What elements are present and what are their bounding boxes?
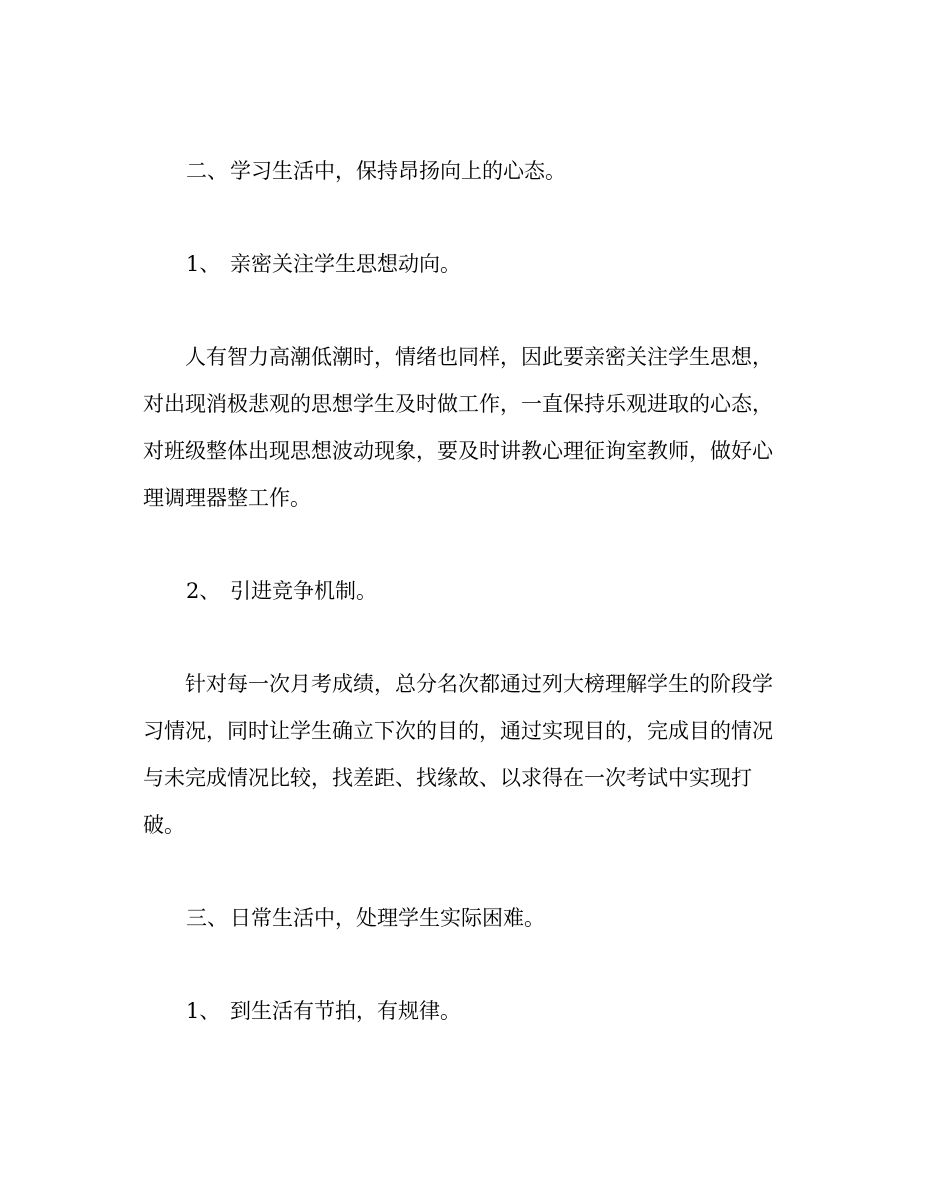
subsection-heading-1 bbox=[143, 241, 807, 288]
paragraph-line: 人有智力高潮低潮时，情绪也同样，因此要亲密关注学生思想， bbox=[185, 345, 773, 369]
subsection-number: 2、 bbox=[186, 579, 221, 603]
section-number: 二、 bbox=[186, 159, 228, 183]
section-title: 日常生活中，处理学生实际困难。 bbox=[230, 906, 545, 930]
paragraph-2 bbox=[143, 661, 807, 849]
document-body bbox=[143, 148, 807, 1035]
paragraph-line: 理调理器整工作。 bbox=[143, 486, 311, 510]
paragraph-line: 习情况，同时让学生确立下次的目的，通过实现目的，完成目的情况 bbox=[143, 719, 773, 743]
section-title: 学习生活中，保持昂扬向上的心态。 bbox=[230, 159, 566, 183]
paragraph-line: 对班级整体出现思想波动现象，要及时讲教心理征询室教师，做好心 bbox=[143, 439, 773, 463]
subsection-number: 1、 bbox=[186, 999, 221, 1023]
subsection-title: 引进竞争机制。 bbox=[230, 579, 377, 603]
subsection-heading-1b bbox=[143, 988, 807, 1035]
section-heading-3 bbox=[143, 895, 807, 942]
section-heading-2 bbox=[143, 148, 807, 195]
paragraph-1 bbox=[143, 334, 807, 522]
subsection-heading-2 bbox=[143, 568, 807, 615]
paragraph-line: 对出现消极悲观的思想学生及时做工作，一直保持乐观进取的心态， bbox=[143, 392, 773, 416]
subsection-title: 到生活有节拍，有规律。 bbox=[230, 999, 461, 1023]
paragraph-line: 破。 bbox=[143, 813, 185, 837]
paragraph-line: 与未完成情况比较，找差距、找缘故、以求得在一次考试中实现打 bbox=[143, 766, 752, 790]
subsection-title: 亲密关注学生思想动向。 bbox=[230, 252, 461, 276]
section-number: 三、 bbox=[186, 906, 228, 930]
paragraph-line: 针对每一次月考成绩，总分名次都通过列大榜理解学生的阶段学 bbox=[185, 672, 773, 696]
subsection-number: 1、 bbox=[186, 252, 221, 276]
